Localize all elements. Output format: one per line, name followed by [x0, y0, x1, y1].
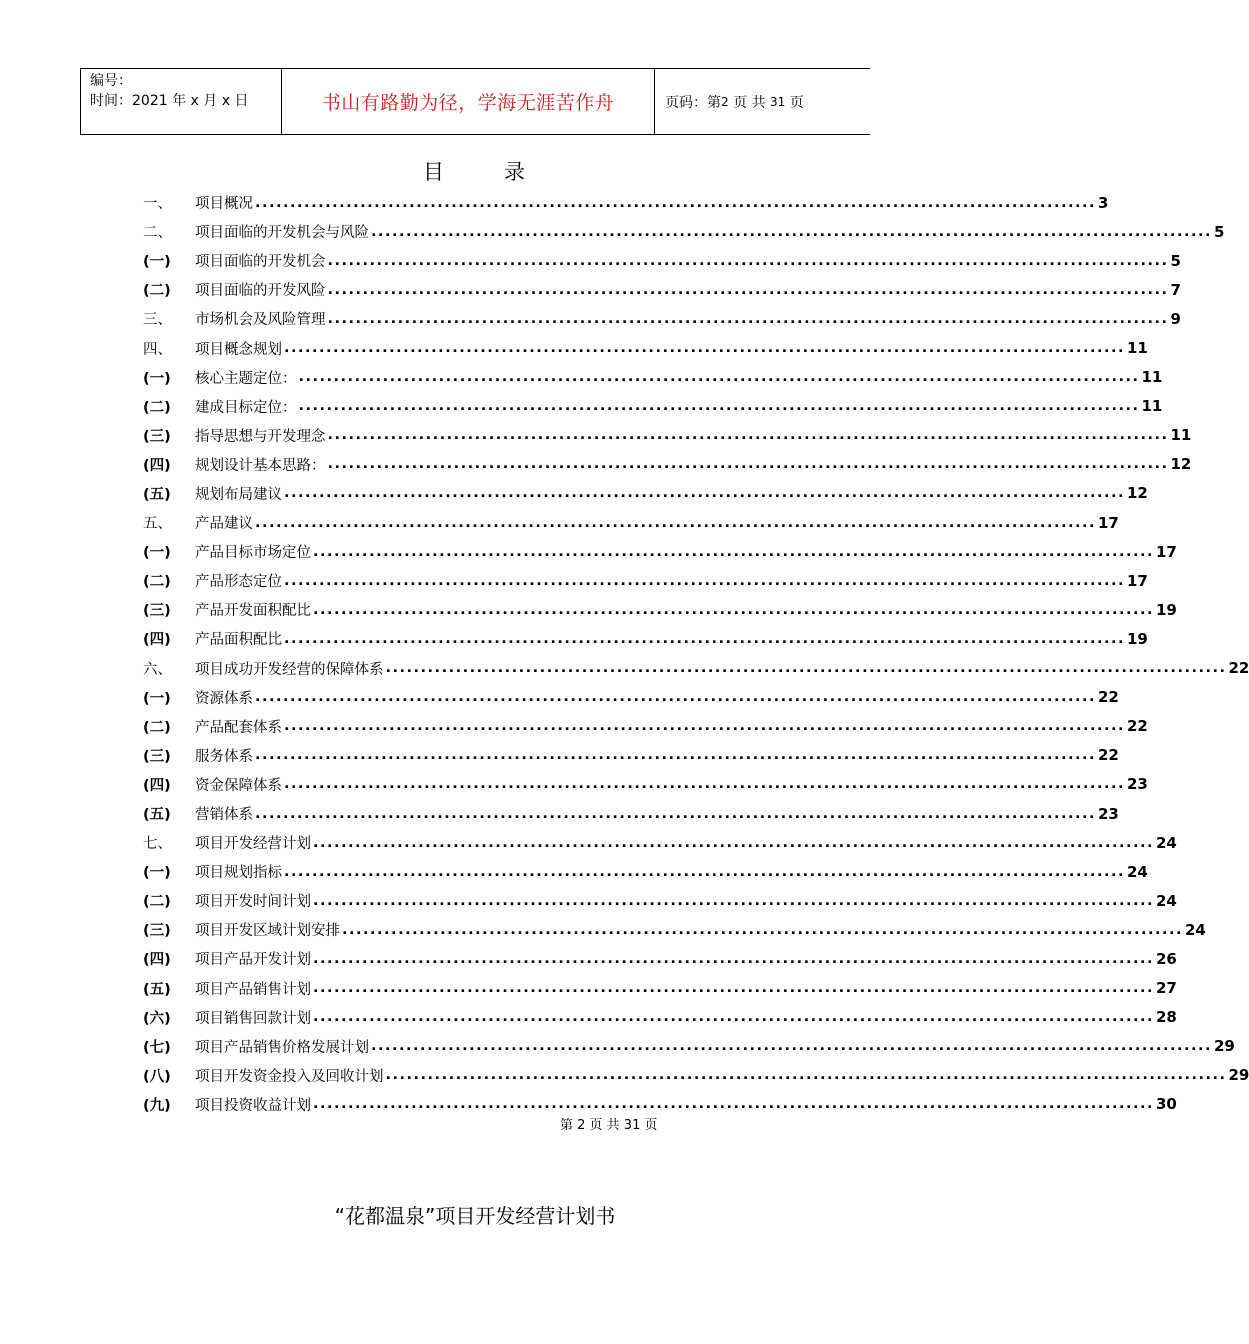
toc-entry-text: 项目投资收益计划 [195, 1097, 311, 1114]
toc-entry-number: 一、 [143, 196, 172, 213]
toc-entry-page: 11 [1127, 339, 1148, 358]
toc-leader-dots: ........................................................................................................................ [313, 892, 1154, 909]
toc-entry-text: 项目开发区域计划安排 [195, 923, 340, 940]
toc-leader-dots: ........................................................................................................................ [298, 369, 1140, 386]
toc-entry-text: 项目成功开发经营的保障体系 [195, 661, 384, 678]
toc-leader-dots: ........................................................................................................................ [327, 427, 1169, 444]
toc-entry-number: (三) [143, 428, 171, 445]
toc-leader-dots: ........................................................................................................................ [284, 485, 1125, 502]
toc-entry-number: 二、 [143, 225, 172, 242]
toc-entry-page: 9 [1170, 309, 1181, 328]
toc-leader-dots: ........................................................................................................................ [284, 340, 1125, 357]
toc-entry-text: 服务体系 [195, 748, 253, 765]
toc-leader-dots: ........................................................................................................................ [284, 776, 1125, 793]
toc-entry-page: 30 [1156, 1095, 1177, 1114]
toc-entry-text: 指导思想与开发理念 [195, 428, 326, 445]
toc-entry-text: 产品目标市场定位 [195, 545, 311, 562]
toc-entry-page: 29 [1228, 1066, 1249, 1085]
toc-entry[interactable] [143, 1061, 1249, 1090]
toc-entry[interactable] [143, 712, 1148, 741]
page-prefix: 页码：第 [665, 94, 721, 111]
toc-leader-dots: ........................................................................................................................ [371, 223, 1212, 240]
toc-entry[interactable] [143, 566, 1148, 595]
toc-leader-dots: ........................................................................................................................ [255, 747, 1096, 764]
toc-entry[interactable] [143, 537, 1177, 566]
toc-entry-page: 28 [1156, 1008, 1177, 1027]
toc-leader-dots: ........................................................................................................................ [327, 252, 1169, 269]
toc-entry[interactable] [143, 1032, 1235, 1061]
toc-entry-page: 17 [1098, 513, 1119, 532]
toc-leader-dots: ........................................................................................................................ [284, 572, 1125, 589]
toc-entry[interactable] [143, 363, 1163, 392]
toc-entry-number: 六、 [143, 661, 172, 678]
page-mid: 页 共 [733, 94, 766, 111]
toc-entry[interactable] [143, 624, 1148, 653]
toc-entry-number: (二) [143, 283, 171, 300]
toc-entry-page: 29 [1214, 1037, 1235, 1056]
toc-entry-text: 项目规划指标 [195, 865, 282, 882]
toc-entry-page: 24 [1185, 920, 1206, 939]
toc-entry-text: 产品面积配比 [195, 632, 282, 649]
toc-entry-page: 5 [1170, 251, 1181, 270]
toc-entry[interactable] [143, 944, 1177, 973]
toc-entry-number: (四) [143, 632, 171, 649]
toc-entry-number: 五、 [143, 516, 172, 533]
toc-entry-page: 19 [1156, 600, 1177, 619]
footer-page-number: 第 2 页 共 31 页 [560, 1118, 658, 1133]
toc-leader-dots: ........................................................................................................................ [313, 601, 1154, 618]
toc-entry[interactable] [143, 654, 1249, 683]
toc-leader-dots: ........................................................................................................................ [313, 1096, 1154, 1113]
toc-entry[interactable] [143, 508, 1119, 537]
toc-entry-page: 23 [1098, 804, 1119, 823]
toc-entry-number: (三) [143, 603, 171, 620]
toc-entry[interactable] [143, 479, 1148, 508]
toc-entry-number: (四) [143, 952, 171, 969]
toc-entry-number: (八) [143, 1068, 171, 1085]
toc-entry-number: (一) [143, 254, 171, 271]
toc-entry-number: 四、 [143, 341, 172, 358]
toc-leader-dots: ........................................................................................................................ [385, 660, 1227, 677]
toc-entry[interactable] [143, 450, 1192, 479]
toc-entry-page: 12 [1170, 455, 1192, 474]
toc-entry-number: (二) [143, 894, 171, 911]
toc-entry-number: (二) [143, 399, 171, 416]
toc-entry-text: 营销体系 [195, 807, 253, 824]
table-of-contents [143, 188, 1249, 1119]
toc-entry-page: 19 [1127, 629, 1148, 648]
toc-entry[interactable] [143, 188, 1109, 217]
toc-leader-dots: ........................................................................................................................ [313, 543, 1154, 560]
toc-title-second: 录 [504, 160, 527, 184]
toc-entry-number: (七) [143, 1039, 171, 1056]
toc-entry-page: 23 [1127, 775, 1148, 794]
toc-entry[interactable] [143, 741, 1119, 770]
toc-entry-text: 市场机会及风险管理 [195, 312, 326, 329]
toc-leader-dots: ........................................................................................................................ [327, 456, 1169, 473]
toc-entry[interactable] [143, 857, 1148, 886]
toc-leader-dots: ........................................................................................................................ [298, 398, 1140, 415]
toc-entry-page: 17 [1156, 542, 1177, 561]
toc-leader-dots: ........................................................................................................................ [284, 630, 1125, 647]
toc-entry-number: (二) [143, 719, 171, 736]
toc-leader-dots: ........................................................................................................................ [284, 718, 1125, 735]
toc-entry-text: 项目产品销售价格发展计划 [195, 1039, 369, 1056]
toc-leader-dots: ........................................................................................................................ [255, 194, 1096, 211]
toc-leader-dots: ........................................................................................................................ [327, 310, 1169, 327]
toc-entry[interactable] [143, 333, 1148, 362]
toc-entry-number: (二) [143, 574, 171, 591]
toc-leader-dots: ........................................................................................................................ [255, 805, 1096, 822]
toc-entry-page: 22 [1098, 688, 1119, 707]
toc-entry[interactable] [143, 770, 1148, 799]
toc-entry-number: (四) [143, 457, 171, 474]
header-page-cell [655, 69, 870, 134]
toc-entry-page: 26 [1156, 949, 1177, 968]
toc-entry-text: 项目面临的开发机会与风险 [195, 225, 369, 242]
toc-entry-text: 项目面临的开发风险 [195, 283, 326, 300]
toc-entry-number: (一) [143, 690, 171, 707]
toc-entry-text: 资金保障体系 [195, 777, 282, 794]
toc-entry-number: (三) [143, 923, 171, 940]
toc-entry-number: (一) [143, 370, 171, 387]
toc-leader-dots: ........................................................................................................................ [313, 950, 1154, 967]
toc-entry[interactable] [143, 392, 1163, 421]
toc-entry-number: (四) [143, 777, 171, 794]
toc-leader-dots: ........................................................................................................................ [371, 1038, 1212, 1055]
toc-entry-text: 产品配套体系 [195, 719, 282, 736]
toc-entry-text: 项目概况 [195, 196, 253, 213]
toc-leader-dots: ........................................................................................................................ [313, 1009, 1154, 1026]
toc-entry[interactable] [143, 828, 1177, 857]
toc-entry[interactable] [143, 886, 1177, 915]
toc-entry-text: 项目产品销售计划 [195, 981, 311, 998]
toc-entry-text: 项目面临的开发机会 [195, 254, 326, 271]
toc-title-first: 目 [423, 160, 446, 184]
toc-entry[interactable] [143, 799, 1119, 828]
toc-entry-text: 核心主题定位： [195, 370, 297, 387]
page-total: 31 [770, 94, 786, 109]
toc-entry[interactable] [143, 217, 1225, 246]
toc-entry-page: 11 [1141, 397, 1163, 416]
toc-leader-dots: ........................................................................................................................ [385, 1067, 1227, 1084]
toc-entry-page: 11 [1170, 426, 1192, 445]
toc-entry-page: 12 [1127, 484, 1148, 503]
toc-entry-number: (一) [143, 865, 171, 882]
toc-entry-text: 项目开发经营计划 [195, 836, 311, 853]
toc-entry[interactable] [143, 246, 1181, 275]
date-label: 时间：2021 年 x 月 x 日 [90, 93, 249, 109]
toc-entry[interactable] [143, 304, 1181, 333]
document-title: “花都温泉”项目开发经营计划书 [334, 1204, 616, 1228]
header-motto: 书山有路勤为径，学海无涯苦作舟 [282, 69, 655, 134]
page-suffix: 页 [789, 94, 804, 111]
toc-entry-text: 项目开发时间计划 [195, 894, 311, 911]
page-header [80, 68, 870, 135]
toc-entry-page: 11 [1141, 368, 1163, 387]
toc-entry[interactable] [143, 1090, 1177, 1119]
toc-entry-text: 规划布局建议 [195, 486, 282, 503]
toc-entry-page: 24 [1156, 891, 1177, 910]
toc-leader-dots: ........................................................................................................................ [255, 514, 1096, 531]
toc-entry-page: 3 [1098, 193, 1109, 212]
page-current: 2 [721, 94, 729, 109]
toc-entry[interactable] [143, 1003, 1177, 1032]
toc-leader-dots: ........................................................................................................................ [327, 281, 1169, 298]
header-meta-cell [81, 69, 282, 134]
toc-entry-number: (三) [143, 748, 171, 765]
toc-entry[interactable] [143, 915, 1206, 944]
toc-entry-number: (五) [143, 486, 171, 503]
toc-entry-text: 项目开发资金投入及回收计划 [195, 1068, 384, 1085]
toc-entry-page: 17 [1127, 571, 1148, 590]
toc-entry-page: 27 [1156, 979, 1177, 998]
toc-entry-text: 项目销售回款计划 [195, 1010, 311, 1027]
toc-entry-page: 24 [1156, 833, 1177, 852]
toc-entry-page: 22 [1098, 746, 1119, 765]
toc-leader-dots: ........................................................................................................................ [313, 980, 1154, 997]
toc-entry-number: (五) [143, 807, 171, 824]
toc-entry-number: (六) [143, 1010, 171, 1027]
toc-entry[interactable] [143, 595, 1177, 624]
toc-entry-text: 产品建议 [195, 516, 253, 533]
toc-entry-text: 建成目标定位： [195, 399, 297, 416]
toc-entry-number: 三、 [143, 312, 172, 329]
toc-entry[interactable] [143, 683, 1119, 712]
toc-entry-text: 项目概念规划 [195, 341, 282, 358]
toc-entry-number: (九) [143, 1097, 171, 1114]
toc-entry-number: 七、 [143, 836, 172, 853]
toc-entry-text: 项目产品开发计划 [195, 952, 311, 969]
toc-entry[interactable] [143, 421, 1192, 450]
toc-leader-dots: ........................................................................................................................ [342, 921, 1183, 938]
toc-entry-text: 规划设计基本思路： [195, 457, 326, 474]
toc-entry[interactable] [143, 974, 1177, 1003]
toc-entry-page: 7 [1170, 280, 1181, 299]
toc-entry-page: 24 [1127, 862, 1148, 881]
toc-title [0, 156, 950, 186]
toc-entry-text: 产品形态定位 [195, 574, 282, 591]
toc-entry-page: 22 [1127, 717, 1148, 736]
toc-entry-number: (一) [143, 545, 171, 562]
toc-entry[interactable] [143, 275, 1181, 304]
toc-leader-dots: ........................................................................................................................ [284, 863, 1125, 880]
number-label: 编号： [90, 73, 132, 89]
toc-entry-page: 22 [1228, 659, 1249, 678]
toc-entry-number: (五) [143, 981, 171, 998]
toc-leader-dots: ........................................................................................................................ [255, 689, 1096, 706]
toc-leader-dots: ........................................................................................................................ [313, 834, 1154, 851]
toc-entry-page: 5 [1214, 222, 1225, 241]
toc-entry-text: 产品开发面积配比 [195, 603, 311, 620]
toc-entry-text: 资源体系 [195, 690, 253, 707]
